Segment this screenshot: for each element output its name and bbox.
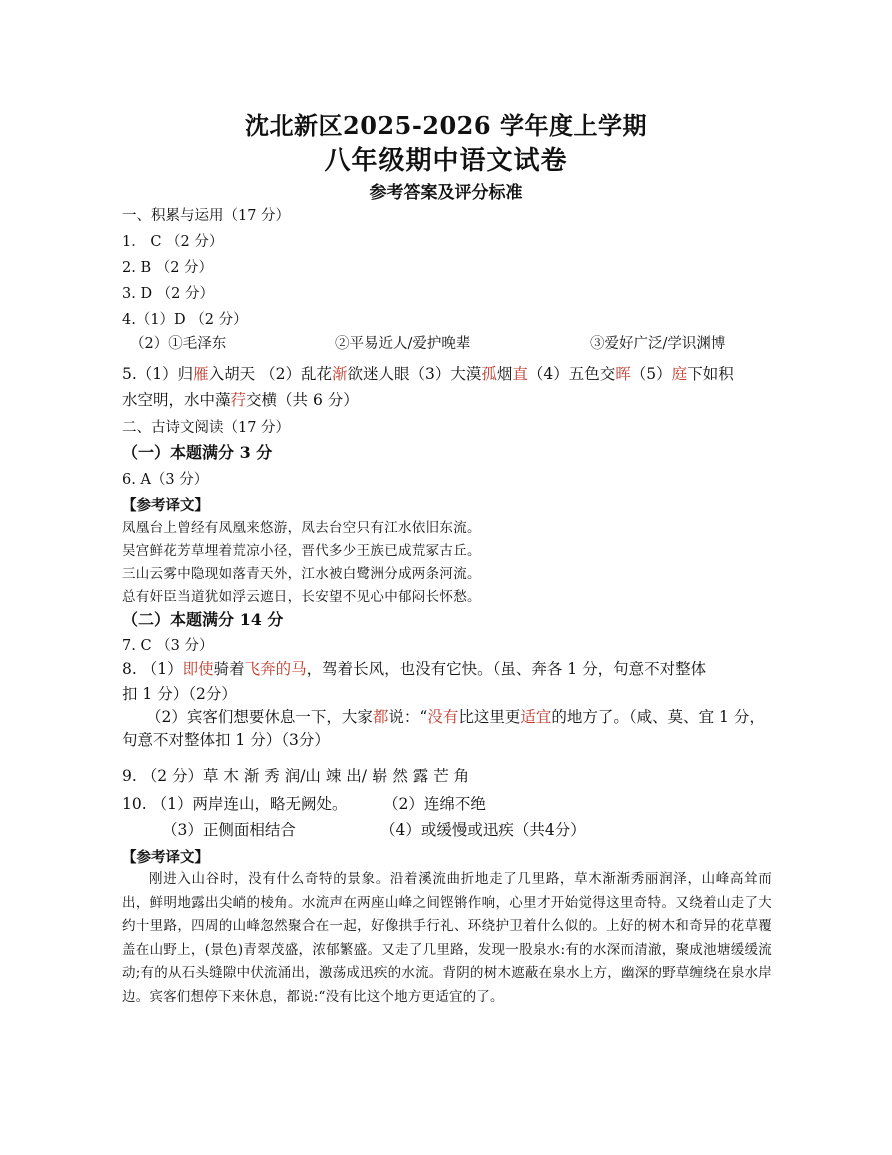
q8-text: 8. （1） xyxy=(122,660,183,678)
q8-key-phrase: 即使 xyxy=(182,660,214,678)
q5-key-char: 晖 xyxy=(615,365,631,383)
reference-translation-label-1: 【参考译文】 xyxy=(122,497,209,514)
answer-q4-2c: ③爱好广泛/学识渊博 xyxy=(590,336,726,352)
answer-q10-4: （4）或缓慢或迅疾（共4分） xyxy=(380,821,586,839)
translation-line: 总有奸臣当道犹如浮云遮日，长安望不见心中郁闷长怀愁。 xyxy=(122,589,481,605)
translation-line: 三山云雾中隐现如落青天外，江水被白鹭洲分成两条河流。 xyxy=(122,566,481,582)
answer-q4-2b: ②平易近人/爱护晚辈 xyxy=(335,336,471,352)
q8-key-phrase: 没有 xyxy=(427,708,459,726)
q5-text: 入胡天 （2）乱花 xyxy=(208,365,332,383)
answer-q8-1-line2: 扣 1 分）（2分） xyxy=(122,685,237,703)
answer-q3: 3. D （2 分） xyxy=(122,286,215,302)
answer-q9: 9. （2 分）草 木 渐 秀 润/山 竦 出/ 崭 然 露 芒 角 xyxy=(122,767,470,785)
q8-text: （2）宾客们想要休息一下，大家 xyxy=(146,708,373,726)
q5-text: 5.（1）归 xyxy=(122,365,194,383)
answer-q4-2a: （2）①毛泽东 xyxy=(130,336,227,352)
answer-q8-2-line2: 句意不对整体扣 1 分）（3分） xyxy=(122,731,330,749)
q5-key-char: 荇 xyxy=(230,391,247,409)
answer-q5-line2 xyxy=(122,388,359,410)
reference-translation-label-2: 【参考译文】 xyxy=(122,849,209,866)
q8-text: 骑着 xyxy=(213,660,245,678)
exam-subtitle: 八年级期中语文试卷 xyxy=(324,146,568,176)
section-1-heading: 一、积累与运用（17 分） xyxy=(122,208,291,224)
q5-key-char: 雁 xyxy=(193,365,209,383)
q5-key-char: 渐 xyxy=(331,365,348,383)
q8-key-phrase: 都 xyxy=(372,708,389,726)
q5-text: （5） xyxy=(630,365,672,383)
q8-text: 的地方了。（咸、莫、宜 1 分， xyxy=(551,708,765,726)
answer-q10-1: 10. （1）两岸连山，略无阙处。 xyxy=(122,795,348,813)
q8-text: 说：“ xyxy=(388,708,428,726)
answer-q10-3: （3）正侧面相结合 xyxy=(162,821,296,839)
q5-text: 水空明，水中藻 xyxy=(122,391,231,409)
q5-text: 烟 xyxy=(496,365,513,383)
q8-key-phrase: 飞奔的马 xyxy=(244,660,307,678)
answer-q10-2: （2）连绵不绝 xyxy=(383,795,486,813)
part-1-heading: （一）本题满分 3 分 xyxy=(122,443,273,462)
q5-text: 下如积 xyxy=(687,365,734,383)
answer-q7: 7. C （3 分） xyxy=(122,638,214,654)
q5-text: 交横（共 6 分） xyxy=(246,391,359,409)
answer-q8-1-line1 xyxy=(122,657,706,679)
doc-type-heading: 参考答案及评分标准 xyxy=(369,183,523,203)
answer-q4-1: 4.（1）D （2 分） xyxy=(122,312,248,328)
q5-text: 欲迷人眼（3）大漠 xyxy=(347,365,482,383)
translation-line: 吴宫鲜花芳草埋着荒凉小径，晋代多少王族已成荒冢古丘。 xyxy=(122,543,481,559)
q5-key-char: 直 xyxy=(512,365,528,383)
answer-q8-2-line1 xyxy=(146,705,765,727)
translation-line: 凤凰台上曾经有凤凰来悠游，凤去台空只有江水依旧东流。 xyxy=(122,520,481,536)
q8-text: ，驾着长风，也没有它快。（虽、奔各 1 分，句意不对整体 xyxy=(306,660,707,678)
q8-text: 比这里更 xyxy=(458,708,521,726)
answer-q5-line1 xyxy=(122,362,734,384)
answer-q2: 2. B （2 分） xyxy=(122,260,214,276)
section-2-heading: 二、古诗文阅读（17 分） xyxy=(122,420,291,436)
answer-q6: 6. A（3 分） xyxy=(122,472,209,488)
q5-text: （4）五色交 xyxy=(527,365,616,383)
q5-key-char: 孤 xyxy=(481,365,497,383)
q5-key-char: 庭 xyxy=(671,365,688,383)
translation-paragraph: 刚进入山谷时，没有什么奇特的景象。沿着溪流曲折地走了几里路，草木渐渐秀丽润泽，山峰高耸而出，鲜明地露出尖峭的棱角。水流声在两座山峰之间铿锵作响，心里才开始觉得这里奇特。又绕着山走了大约十里路，四周的山峰忽然聚合在一起，好像拱手行礼、环绕护卫着什么似的。上好的树木和奇异的花草覆盖在山野上，(景色)青翠茂盛，浓郁繁盛。又走了几里路，发现一股泉水:有的水深而清澈，聚成池塘缓缓流动;有的从石头缝隙中伏流涌出，激荡成迅疾的水流。背阴的树木遮蔽在泉水上方，幽深的野草缠绕在泉水岸边。宾客们想停下来休息，都说:“没有比这个地方更适宜的了。 xyxy=(122,871,772,1005)
part-2-heading: （二）本题满分 14 分 xyxy=(122,610,284,629)
exam-title: 沈北新区2025-2026 学年度上学期 xyxy=(245,111,647,140)
q8-key-phrase: 适宜 xyxy=(520,708,552,726)
answer-q1: 1． C （2 分） xyxy=(122,234,224,250)
